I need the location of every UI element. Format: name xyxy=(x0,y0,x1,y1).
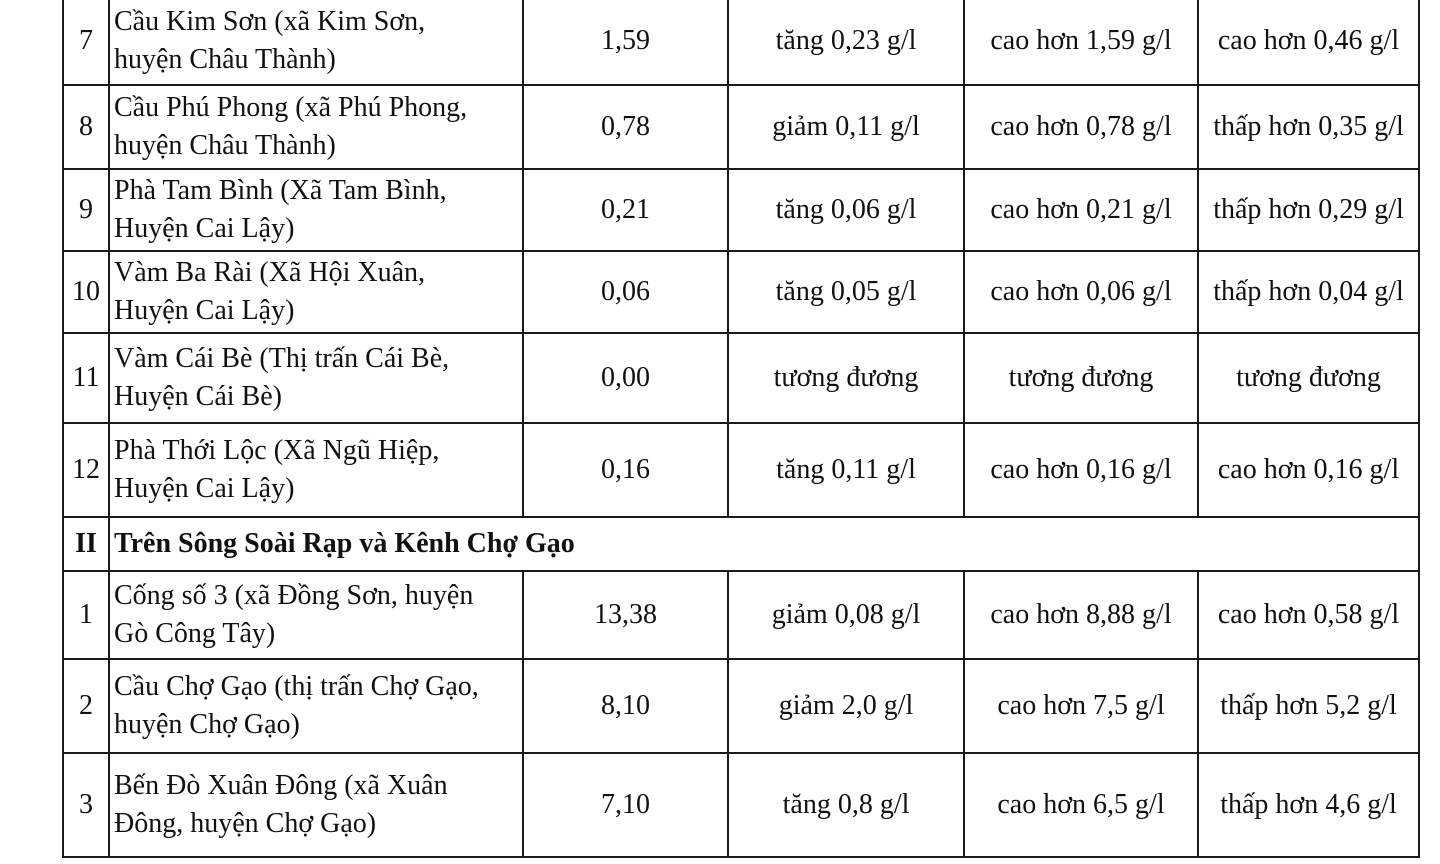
salinity-value: 1,59 xyxy=(523,0,728,85)
location-cell xyxy=(109,753,523,857)
row-number: 2 xyxy=(63,659,109,753)
location-line: Huyện Cai Lậy) xyxy=(114,473,295,504)
location-cell xyxy=(109,251,523,333)
row-number: 11 xyxy=(63,333,109,423)
location-line: Vàm Cái Bè (Thị trấn Cái Bè, xyxy=(114,343,450,374)
table-row xyxy=(63,423,1419,517)
location-cell xyxy=(109,85,523,169)
compare-cell-2: cao hơn 0,16 g/l xyxy=(964,423,1198,517)
compare-cell-1: tăng 0,11 g/l xyxy=(728,423,964,517)
location-line: Bến Đò Xuân Đông (xã Xuân xyxy=(114,770,448,801)
salinity-value: 0,00 xyxy=(523,333,728,423)
compare-cell-3: thấp hơn 0,04 g/l xyxy=(1198,251,1419,333)
compare-cell-2: cao hơn 7,5 g/l xyxy=(964,659,1198,753)
row-number: 7 xyxy=(63,0,109,85)
location-line: Gò Công Tây) xyxy=(114,618,276,649)
compare-cell-1: tăng 0,8 g/l xyxy=(728,753,964,857)
location-line: huyện Châu Thành) xyxy=(114,130,336,161)
salinity-value: 0,78 xyxy=(523,85,728,169)
compare-cell-3: thấp hơn 0,29 g/l xyxy=(1198,169,1419,251)
table-row xyxy=(63,333,1419,423)
location-cell xyxy=(109,333,523,423)
compare-cell-2: cao hơn 8,88 g/l xyxy=(964,571,1198,659)
compare-cell-3: tương đương xyxy=(1198,333,1419,423)
compare-cell-1: tăng 0,06 g/l xyxy=(728,169,964,251)
row-number: 3 xyxy=(63,753,109,857)
table-row xyxy=(63,169,1419,251)
group-title: Trên Sông Soài Rạp và Kênh Chợ Gạo xyxy=(109,517,1419,571)
location-cell xyxy=(109,659,523,753)
table-row xyxy=(63,571,1419,659)
compare-cell-3: thấp hơn 4,6 g/l xyxy=(1198,753,1419,857)
location-line: huyện Châu Thành) xyxy=(114,44,336,75)
table-row xyxy=(63,0,1419,85)
salinity-value: 0,06 xyxy=(523,251,728,333)
location-line: Cầu Phú Phong (xã Phú Phong, xyxy=(114,92,468,123)
location-line: Phà Tam Bình (Xã Tam Bình, xyxy=(114,175,447,206)
salinity-value: 7,10 xyxy=(523,753,728,857)
row-number: 1 xyxy=(63,571,109,659)
table-row xyxy=(63,753,1419,857)
location-line: Cống số 3 (xã Đồng Sơn, huyện xyxy=(114,580,474,611)
compare-cell-2: tương đương xyxy=(964,333,1198,423)
location-line: huyện Chợ Gạo) xyxy=(114,709,300,740)
location-line: Đông, huyện Chợ Gạo) xyxy=(114,808,377,839)
compare-cell-2: cao hơn 6,5 g/l xyxy=(964,753,1198,857)
compare-cell-1: giảm 0,11 g/l xyxy=(728,85,964,169)
compare-cell-3: thấp hơn 0,35 g/l xyxy=(1198,85,1419,169)
location-line: Cầu Kim Sơn (xã Kim Sơn, xyxy=(114,6,426,37)
salinity-value: 0,16 xyxy=(523,423,728,517)
table-row xyxy=(63,251,1419,333)
compare-cell-2: cao hơn 0,06 g/l xyxy=(964,251,1198,333)
compare-cell-3: thấp hơn 5,2 g/l xyxy=(1198,659,1419,753)
row-number: 8 xyxy=(63,85,109,169)
compare-cell-1: tăng 0,23 g/l xyxy=(728,0,964,85)
row-number: 10 xyxy=(63,251,109,333)
compare-cell-2: cao hơn 1,59 g/l xyxy=(964,0,1198,85)
salinity-value: 13,38 xyxy=(523,571,728,659)
group-numeral: II xyxy=(63,517,109,571)
group-header-row xyxy=(63,517,1419,571)
compare-cell-1: tương đương xyxy=(728,333,964,423)
location-cell xyxy=(109,169,523,251)
location-line: Vàm Ba Rài (Xã Hội Xuân, xyxy=(114,257,426,288)
location-cell xyxy=(109,0,523,85)
compare-cell-2: cao hơn 0,21 g/l xyxy=(964,169,1198,251)
salinity-table xyxy=(62,0,1420,858)
compare-cell-1: tăng 0,05 g/l xyxy=(728,251,964,333)
row-number: 12 xyxy=(63,423,109,517)
location-line: Cầu Chợ Gạo (thị trấn Chợ Gạo, xyxy=(114,671,479,702)
location-cell xyxy=(109,571,523,659)
row-number: 9 xyxy=(63,169,109,251)
location-line: Huyện Cai Lậy) xyxy=(114,213,295,244)
table-row xyxy=(63,659,1419,753)
compare-cell-2: cao hơn 0,78 g/l xyxy=(964,85,1198,169)
location-line: Phà Thới Lộc (Xã Ngũ Hiệp, xyxy=(114,435,440,466)
compare-cell-3: cao hơn 0,46 g/l xyxy=(1198,0,1419,85)
compare-cell-3: cao hơn 0,58 g/l xyxy=(1198,571,1419,659)
location-cell xyxy=(109,423,523,517)
compare-cell-1: giảm 2,0 g/l xyxy=(728,659,964,753)
salinity-value: 8,10 xyxy=(523,659,728,753)
location-line: Huyện Cái Bè) xyxy=(114,381,282,412)
table-row xyxy=(63,85,1419,169)
compare-cell-1: giảm 0,08 g/l xyxy=(728,571,964,659)
salinity-value: 0,21 xyxy=(523,169,728,251)
compare-cell-3: cao hơn 0,16 g/l xyxy=(1198,423,1419,517)
location-line: Huyện Cai Lậy) xyxy=(114,295,295,326)
